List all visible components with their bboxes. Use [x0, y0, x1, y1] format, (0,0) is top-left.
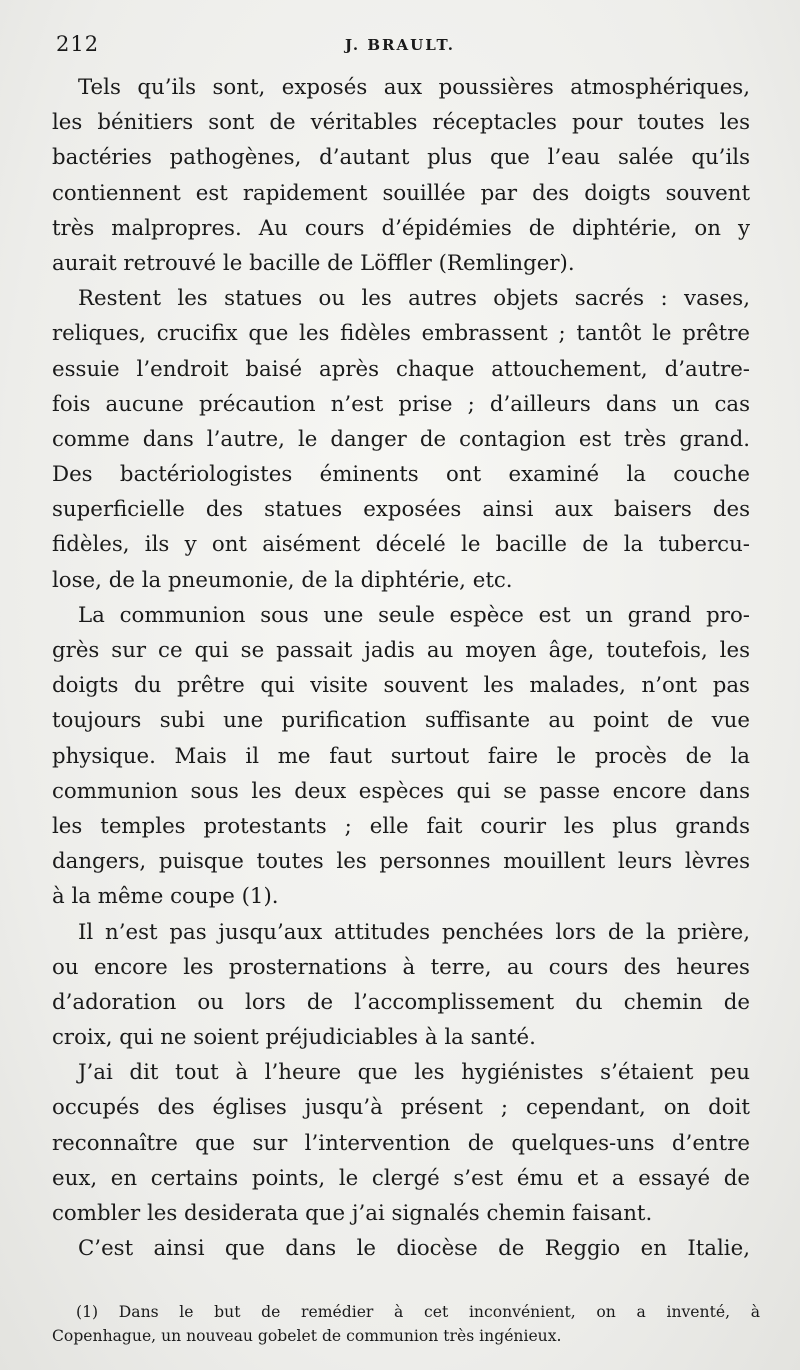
text-line: comme dans l’autre, le danger de contagion est très grand. [52, 426, 750, 452]
text-line: les temples protestants ; elle fait courir les plus grands [52, 813, 750, 839]
text-line: Il n’est pas jusqu’aux attitudes penchées lors de la prière, [78, 919, 750, 945]
body-text [52, 70, 750, 1266]
text-line: à la même coupe (1). [52, 884, 279, 910]
text-line: reliques, crucifix que les fidèles embrassent ; tantôt le prêtre [52, 321, 750, 347]
paragraph [52, 598, 750, 915]
text-line: J’ai dit tout à l’heure que les hygiénistes s’étaient peu [78, 1060, 750, 1086]
text-line: fois aucune précaution n’est prise ; d’ailleurs dans un cas [52, 391, 750, 417]
text-line: très malpropres. Au cours d’épidémies de diphtérie, on y [52, 215, 750, 241]
paragraph [52, 915, 750, 1056]
text-line: essuie l’endroit baisé après chaque attouchement, d’autre- [52, 356, 750, 382]
paragraph [52, 1231, 750, 1266]
footnote-line: Copenhague, un nouveau gobelet de communion très ingénieux. [52, 1327, 562, 1345]
text-line: superficielle des statues exposées ainsi aux baisers des [52, 497, 750, 523]
text-line: C’est ainsi que dans le diocèse de Reggio en Italie, [78, 1236, 750, 1262]
text-line: croix, qui ne soient préjudiciables à la santé. [52, 1025, 536, 1051]
text-line: physique. Mais il me faut surtout faire le procès de la [52, 743, 750, 769]
running-head: J. BRAULT. [344, 36, 455, 54]
text-line: d’adoration ou lors de l’accomplissement du chemin de [52, 989, 750, 1015]
paragraph [52, 1055, 750, 1231]
footnote-line: (1) Dans le but de remédier à cet inconvénient, on a inventé, à [76, 1303, 760, 1321]
text-line: reconnaître que sur l’intervention de quelques-uns d’entre [52, 1130, 750, 1156]
text-line: occupés des églises jusqu’à présent ; cependant, on doit [52, 1095, 750, 1121]
text-line: les bénitiers sont de véritables réceptacles pour toutes les [52, 110, 750, 136]
page-number: 212 [56, 32, 100, 56]
text-line: Des bactériologistes éminents ont examiné la couche [52, 462, 750, 488]
text-line: bactéries pathogènes, d’autant plus que l’eau salée qu’ils [52, 145, 750, 171]
text-line: Tels qu’ils sont, exposés aux poussières atmosphériques, [78, 75, 750, 100]
paragraph [52, 281, 750, 598]
text-line: fidèles, ils y ont aisément décelé le bacille de la tubercu- [52, 532, 750, 558]
text-line: communion sous les deux espèces qui se passe encore dans [52, 778, 750, 804]
text-line: lose, de la pneumonie, de la diphtérie, etc. [52, 567, 513, 593]
footnote [52, 1300, 760, 1348]
text-line: contiennent est rapidement souillée par des doigts souvent [52, 180, 750, 206]
paragraph [52, 70, 750, 281]
text-line: dangers, puisque toutes les personnes mouillent leurs lèvres [52, 849, 750, 875]
text-line: aurait retrouvé le bacille de Löffler (Remlinger). [52, 250, 575, 276]
text-line: La communion sous une seule espèce est un grand pro- [78, 602, 750, 628]
text-line: ou encore les prosternations à terre, au cours des heures [52, 954, 750, 980]
text-line: grès sur ce qui se passait jadis au moyen âge, toutefois, les [52, 638, 750, 663]
text-line: toujours subi une purification suffisante au point de vue [52, 708, 750, 734]
text-line: Restent les statues ou les autres objets sacrés : vases, [78, 286, 750, 312]
text-line: combler les desiderata que j’ai signalés chemin faisant. [52, 1201, 653, 1226]
text-line: eux, en certains points, le clergé s’est ému et a essayé de [52, 1165, 750, 1191]
page-header [52, 32, 748, 58]
text-line: doigts du prêtre qui visite souvent les malades, n’ont pas [52, 673, 750, 699]
